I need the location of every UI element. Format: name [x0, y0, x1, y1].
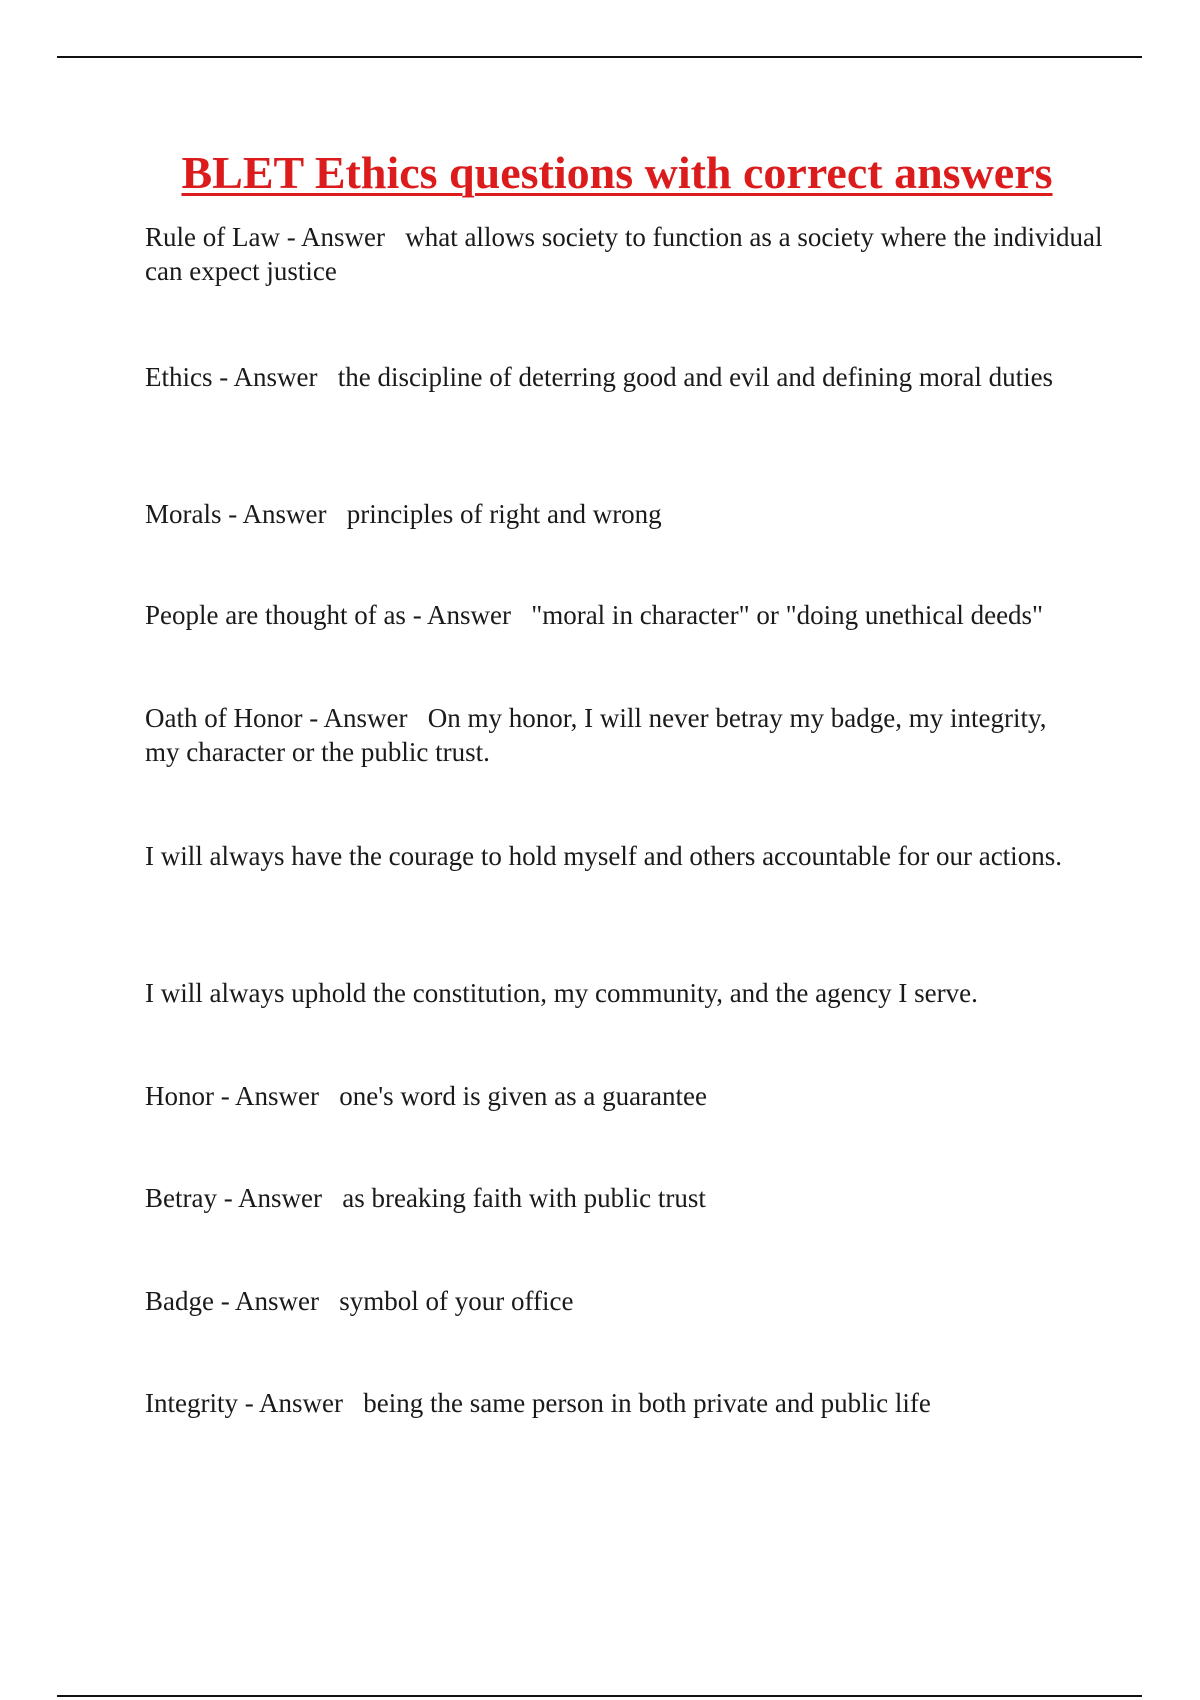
entry-term: Badge	[145, 1286, 214, 1316]
entry-answer: one's word is given as a guarantee	[339, 1081, 707, 1111]
qa-entry-betray: Betray - Answer as breaking faith with public trust	[145, 1183, 706, 1213]
entry-term: Morals	[145, 499, 222, 529]
entry-term: Honor	[145, 1081, 214, 1111]
entry-label: Answer	[233, 362, 318, 392]
entry-answer: as breaking faith with public trust	[342, 1183, 706, 1213]
qa-entry-integrity: Integrity - Answer being the same person in both private and public life	[145, 1388, 931, 1418]
entry-label: Answer	[242, 499, 327, 529]
qa-entry-honor: Honor - Answer one's word is given as a guarantee	[145, 1081, 707, 1111]
entry-answer: On my honor, I will never betray my badge, my integrity, my character or the public trust.	[145, 703, 1047, 767]
entry-term: People are thought of as	[145, 600, 406, 630]
entry-term: Ethics	[145, 362, 213, 392]
entry-label: Answer	[300, 222, 385, 252]
qa-entry-rule-of-law: Rule of Law - Answer what allows society to function as a society where the individual can expect justice	[145, 222, 1103, 286]
oath-line-uphold: I will always uphold the constitution, my community, and the agency I serve.	[145, 978, 978, 1008]
entry-answer: principles of right and wrong	[346, 499, 662, 529]
entry-label: Answer	[259, 1388, 343, 1418]
entry-label: Answer	[323, 703, 408, 733]
entry-label: Answer	[238, 1183, 322, 1213]
entry-term: Betray	[145, 1183, 217, 1213]
entry-term: Rule of Law	[145, 222, 280, 252]
entry-answer: symbol of your office	[339, 1286, 574, 1316]
entry-answer: the discipline of deterring good and evil and defining moral duties	[337, 362, 1054, 392]
entry-label: Answer	[426, 600, 511, 630]
qa-entry-oath-of-honor: Oath of Honor - Answer On my honor, I will never betray my badge, my integrity, my character or the public trust.	[145, 703, 1047, 767]
top-rule	[57, 56, 1142, 58]
qa-entry-morals: Morals - Answer principles of right and wrong	[145, 499, 662, 529]
document-title: BLET Ethics questions with correct answers	[181, 147, 1053, 198]
entry-answer: what allows society to function as a society where the individual can expect justice	[145, 222, 1103, 286]
bottom-rule	[57, 1695, 1142, 1697]
qa-entry-badge: Badge - Answer symbol of your office	[145, 1286, 574, 1316]
entry-term: Oath of Honor	[145, 703, 303, 733]
entry-answer: being the same person in both private and public life	[363, 1388, 931, 1418]
qa-entry-ethics: Ethics - Answer the discipline of deterring good and evil and defining moral duties	[145, 362, 1054, 392]
oath-line-courage: I will always have the courage to hold myself and others accountable for our actions.	[145, 841, 1062, 871]
entry-label: Answer	[235, 1081, 319, 1111]
qa-entry-people-thought-of-as: People are thought of as - Answer "moral in character" or "doing unethical deeds"	[145, 600, 1044, 630]
entry-term: Integrity	[145, 1388, 238, 1418]
entry-label: Answer	[235, 1286, 319, 1316]
entry-answer: "moral in character" or "doing unethical deeds"	[531, 600, 1044, 630]
